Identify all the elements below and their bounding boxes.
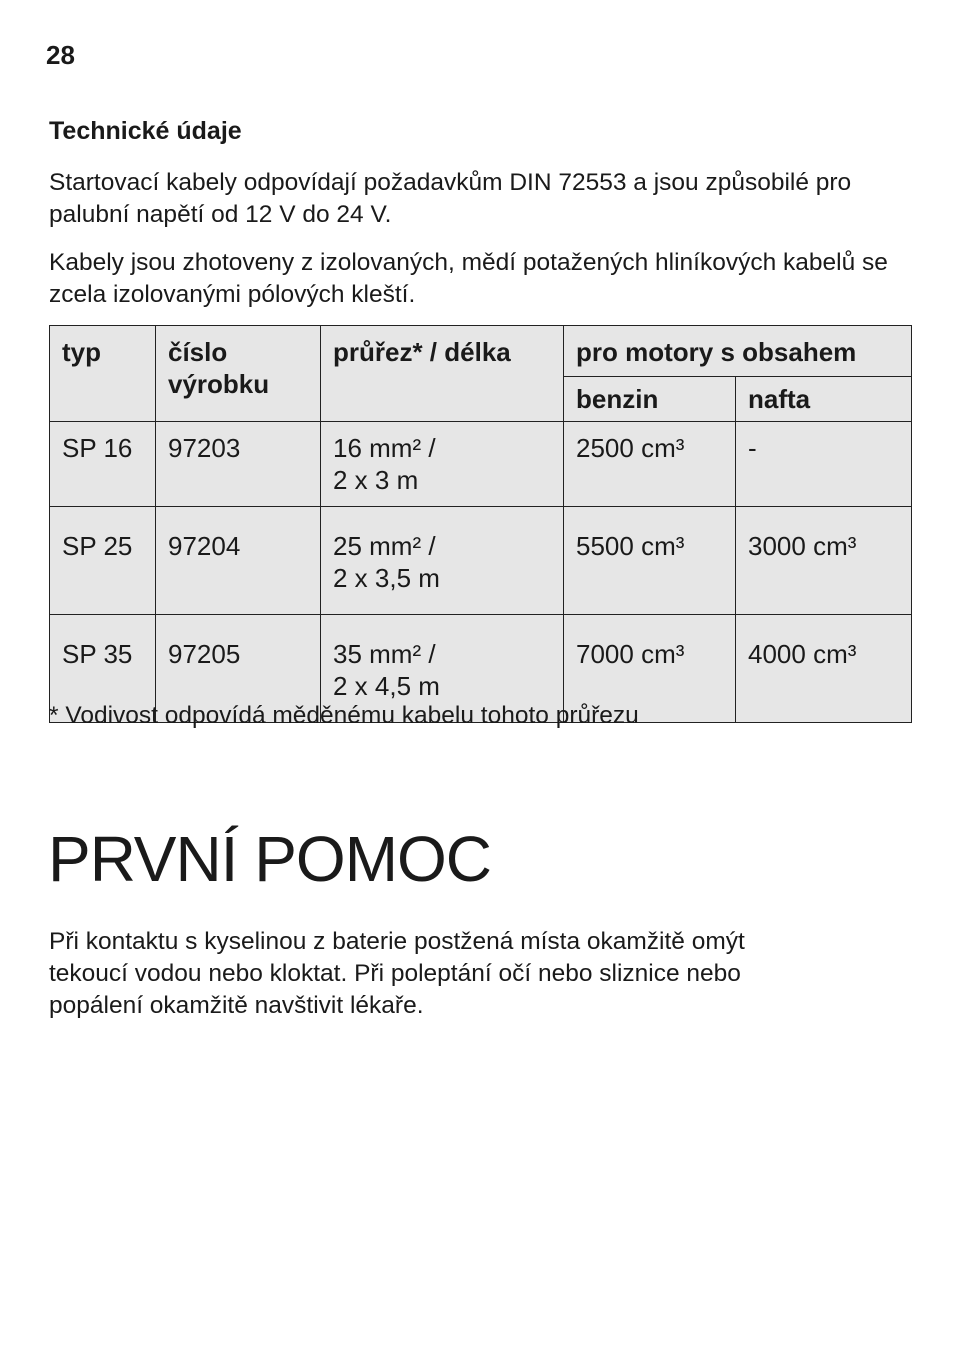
header-product-number: číslo výrobku (156, 326, 321, 422)
header-type: typ (50, 326, 156, 422)
cell-diesel: - (736, 422, 912, 507)
table-footnote: * Vodivost odpovídá měděnému kabelu tohoto průřezu (49, 702, 639, 729)
header-engines: pro motory s obsahem (564, 326, 912, 377)
cell-type: SP 25 (50, 507, 156, 615)
specs-table (49, 325, 912, 723)
cell-petrol: 2500 cm³ (564, 422, 736, 507)
cell-diesel: 4000 cm³ (736, 615, 912, 723)
cell-section-line2: 2 x 4,5 m (333, 671, 440, 701)
cell-section-line2: 2 x 3,5 m (333, 563, 440, 593)
technical-paragraph-2: Kabely jsou zhotoveny z izolovaných, mědí potažených hliníkových kabelů se zcela izolovanými pólových kleští. (49, 249, 888, 308)
header-petrol: benzin (564, 377, 736, 422)
cell-number: 97203 (156, 422, 321, 507)
cell-number: 97204 (156, 507, 321, 615)
technical-data-heading: Technické údaje (49, 117, 242, 145)
cell-section (321, 507, 564, 615)
first-aid-text: Při kontaktu s kyselinou z baterie postžená místa okamžitě omýt tekoucí vodou nebo kloktat. Při poleptání očí nebo sliznice nebo popálení okamžitě navštivit lékaře. (49, 928, 745, 1019)
cell-petrol: 5500 cm³ (564, 507, 736, 615)
cell-type: SP 16 (50, 422, 156, 507)
cell-diesel: 3000 cm³ (736, 507, 912, 615)
cell-section (321, 422, 564, 507)
cell-type: SP 35 (50, 615, 156, 723)
table-row (50, 422, 912, 507)
cell-petrol: 7000 cm³ (564, 615, 736, 723)
page-number: 28 (46, 40, 75, 70)
technical-paragraph-1: Startovací kabely odpovídají požadavkům DIN 72553 a jsou způsobilé pro palubní napětí od 12 V do 24 V. (49, 169, 852, 228)
cell-number: 97205 (156, 615, 321, 723)
cell-section-line1: 25 mm² / (333, 531, 436, 561)
table-row (50, 507, 912, 615)
header-diesel: nafta (736, 377, 912, 422)
cell-section-line2: 2 x 3 m (333, 465, 419, 495)
cell-section-line1: 16 mm² / (333, 433, 436, 463)
cell-section-line1: 35 mm² / (333, 639, 436, 669)
header-cross-section: průřez* / délka (321, 326, 564, 422)
first-aid-heading: PRVNÍ POMOC (48, 823, 491, 895)
